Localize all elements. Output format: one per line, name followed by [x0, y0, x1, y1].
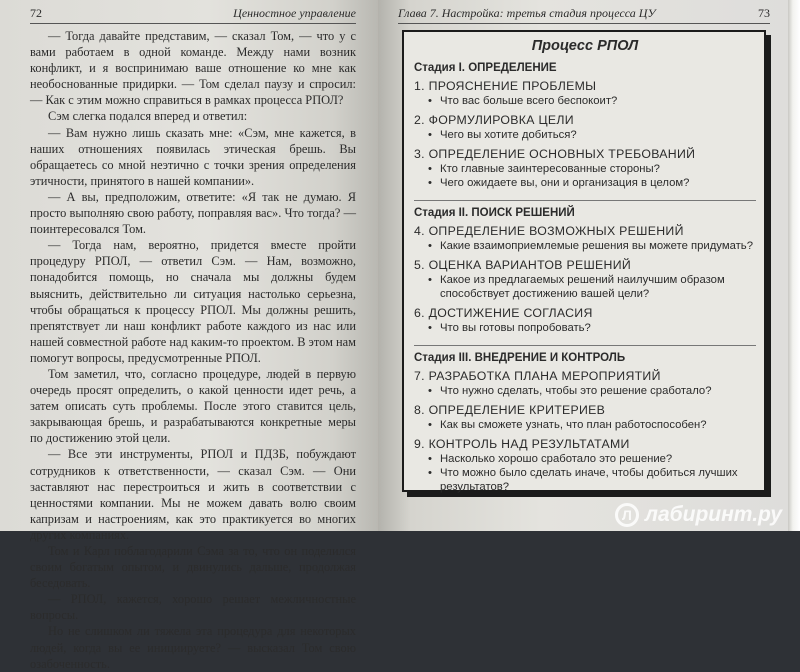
left-page-body — [30, 28, 356, 672]
question-text: Что вы готовы попробовать? — [440, 322, 591, 334]
step-label: 7. РАЗРАБОТКА ПЛАНА МЕРОПРИЯТИЙ — [414, 369, 661, 383]
page-number: 73 — [758, 6, 770, 20]
bullet-icon: • — [428, 467, 432, 479]
question-item — [428, 162, 756, 176]
step-label: 3. ОПРЕДЕЛЕНИЕ ОСНОВНЫХ ТРЕБОВАНИЙ — [414, 147, 696, 161]
question-text: Какие взаимоприемлемые решения вы можете придумать? — [440, 240, 753, 252]
step-label: 6. ДОСТИЖЕНИЕ СОГЛАСИЯ — [414, 306, 593, 320]
step-label: 1. ПРОЯСНЕНИЕ ПРОБЛЕМЫ — [414, 79, 597, 93]
right-page-header — [398, 6, 770, 24]
question-text: Как вы сможете узнать, что план работоспособен? — [440, 419, 707, 431]
question-text: Чего ожидаете вы, они и организация в целом? — [440, 177, 690, 189]
question-text: Насколько хорошо сработало это решение? — [440, 453, 673, 465]
bullet-icon: • — [428, 163, 432, 175]
step-label: 2. ФОРМУЛИРОВКА ЦЕЛИ — [414, 113, 574, 127]
question-text: Чего вы хотите добиться? — [440, 129, 577, 141]
paragraph: — Все эти инструменты, РПОЛ и ПДЗБ, побуждают сотрудников к ответственности, — сказал Сэм. — Они заставляют нас перестроиться и жить в соответствии с ценностями компании. Мы не можем давать волю своим капризам и настроениям, как это практикуется во многих других компаниях. — [30, 447, 356, 542]
bullet-icon: • — [428, 95, 432, 107]
paragraph: — Тогда нам, вероятно, придется вместе пройти процедуру РПОЛ, — ответил Сэм. — Нам, возможно, понадобится помощь, но сначала мы должны будем выяснить, действительно ли ситуация настолько серьезна, чтобы обращаться к процессу РПОЛ. Мы должны решить, препятствует ли наш конфликт работе каждого из нас или нашей совместной работе над каким-то проектом. В этом нам помогут вопросы, предусмотренные РПОЛ. — [30, 238, 356, 365]
step-label: 9. КОНТРОЛЬ НАД РЕЗУЛЬТАТАМИ — [414, 437, 630, 451]
paragraph: Сэм слегка подался вперед и ответил: — [48, 109, 248, 124]
running-head: Глава 7. Настройка: третья стадия процесса ЦУ — [398, 6, 656, 20]
question-text: Какое из предлагаемых решений наилучшим образом способствует достижению вашей цели? — [440, 274, 725, 300]
bullet-icon: • — [428, 385, 432, 397]
paragraph: Том заметил, что, согласно процедуре, людей в первую очередь просят определить, о какой ценности идет речь, а затем описать суть проблемы. После этого ставится цель, закрывающая брешь, и разрабатываются конкретные меры по достижению этой цели. — [30, 366, 356, 446]
labirint-logo-icon: Л — [615, 503, 639, 527]
question-item — [428, 418, 756, 432]
step-label: 8. ОПРЕДЕЛЕНИЕ КРИТЕРИЕВ — [414, 403, 606, 417]
question-item — [428, 239, 756, 253]
right-page — [378, 0, 788, 531]
bullet-icon: • — [428, 129, 432, 141]
stage-title: Стадия III. ВНЕДРЕНИЕ И КОНТРОЛЬ — [414, 345, 756, 364]
bullet-icon: • — [428, 453, 432, 465]
question-item — [428, 176, 756, 190]
page-number: 72 — [30, 6, 42, 20]
step-label: 5. ОЦЕНКА ВАРИАНТОВ РЕШЕНИЙ — [414, 258, 631, 272]
process-box — [402, 30, 766, 492]
paragraph: — Вам нужно лишь сказать мне: «Сэм, мне кажется, в наших отношениях появилась этическая брешь. Вы обращаетесь со мной неэтично с точки зрения определения этичности, принятого в нашей компании». — [30, 125, 356, 188]
bullet-icon: • — [428, 240, 432, 252]
page-edge — [788, 0, 800, 531]
question-item — [428, 466, 756, 494]
running-head: Ценностное управление — [233, 6, 356, 20]
bullet-icon: • — [428, 274, 432, 286]
bullet-icon: • — [428, 177, 432, 189]
question-item — [428, 128, 756, 142]
question-text: Кто главные заинтересованные стороны? — [440, 163, 660, 175]
stage-title: Стадия I. ОПРЕДЕЛЕНИЕ — [414, 62, 557, 74]
bullet-icon: • — [428, 419, 432, 431]
watermark-text: лабиринт.ру — [644, 503, 782, 526]
paragraph: — Тогда давайте представим, — сказал Том, — что у с вами работаем в одной команде. Между нами возник конфликт, и я воспринимаю ваше отношение ко мне как необоснованные придирки. — Том сделал паузу и спросил: — Как с этим можно справиться в рамках процесса РПОЛ? — [30, 29, 356, 108]
question-item — [428, 321, 756, 335]
stage-title: Стадия II. ПОИСК РЕШЕНИЙ — [414, 200, 756, 219]
left-page-header — [30, 6, 356, 24]
question-item — [428, 94, 756, 108]
question-item — [428, 452, 756, 466]
question-item — [428, 384, 756, 398]
paragraph: — РПОЛ, кажется, хорошо решает межличностные вопросы. — [30, 592, 356, 623]
question-text: Что вас больше всего беспокоит? — [440, 95, 618, 107]
bullet-icon: • — [428, 322, 432, 334]
paragraph: Но не слишком ли тяжела эта процедура для некоторых людей, когда вы ее инициируете? — высказал Том свою озабоченность. — [30, 624, 356, 671]
question-item — [428, 273, 756, 301]
question-text: Что нужно сделать, чтобы это решение сработало? — [440, 385, 712, 397]
question-text: Что можно было сделать иначе, чтобы добиться лучших результатов? — [440, 467, 738, 493]
left-page — [0, 0, 378, 671]
watermark — [615, 503, 782, 527]
paragraph: — А вы, предположим, ответите: «Я так не думаю. Я просто выполняю свою работу, поправляя вас». Что тогда? — поинтересовался Том. — [30, 189, 356, 237]
step-label: 4. ОПРЕДЕЛЕНИЕ ВОЗМОЖНЫХ РЕШЕНИЙ — [414, 224, 684, 238]
paragraph: Том и Карл поблагодарили Сэма за то, что он поделился своим богатым опытом, и двинулись дальше, продолжая беседовать. — [30, 544, 356, 591]
box-title: Процесс РПОЛ — [531, 38, 639, 54]
